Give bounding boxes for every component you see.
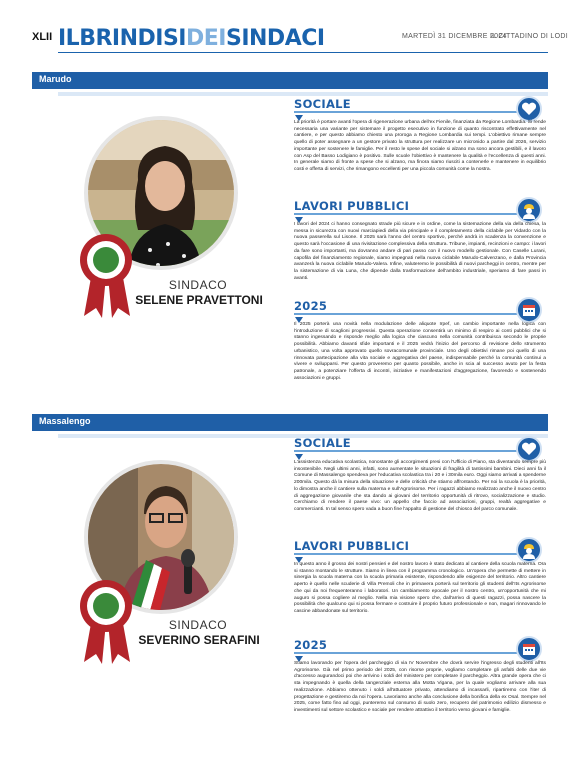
page-number: XLII [32, 31, 53, 43]
topic-header-2025 [294, 638, 524, 654]
masthead-rule [58, 52, 548, 53]
town-name: Massalengo [39, 416, 91, 426]
topic-rule [294, 450, 518, 452]
topic-rule [294, 652, 518, 654]
topic-header-2025 [294, 299, 524, 315]
band-shadow [58, 92, 548, 96]
worker-icon [516, 537, 542, 563]
calendar-icon [516, 636, 542, 662]
topic-body-text: Stiamo lavorando per l'opera del parcheggio di via IV Novembre che dovrà servire l'ingresso degli studenti all'Its Agrorisorse. Già nel primo periodo del 2025, con risorse proprie, vogliamo completare gli asfalti delle due vie d'accesso augurandoci poi che arrivino i soldi del ministero per completare il parcheggio. Altra grande opera che ci sta impegnando è quella della tangenziale esterna alla Motta Vigana, per la quale vogliamo arrivare alla sua realizzazione. Abbiamo ottenuto i soldi all'attuatore privato, attendiamo di incassarli, ripartiremo con l'iter di progettazione e gestiremo da noi l'opera. Lavoriamo anche alla conclusione della bonifica della ex Osal. Sempre nel 2025, come fatto fino ad oggi, punteremo sul consumo di suolo zero, recupero del patrimonio edilizio dismesso e investimenti sul settore scolastico e sociale per rendere attrattivo il territorio verso giovani e famiglie. [294, 661, 546, 713]
newspaper-section-title [58, 26, 325, 51]
town-band-marudo [32, 72, 548, 89]
masthead [0, 0, 580, 56]
title-part-2: DEI [186, 26, 226, 51]
topic-title: 2025 [294, 638, 328, 652]
topic-title: SOCIALE [294, 97, 351, 111]
mayor-name: SEVERINO SERAFINI [138, 633, 260, 647]
topic-title: 2025 [294, 299, 328, 313]
topic-body-text: In questo anno il grosso dei nostri pensieri e del nostro lavoro è stato dedicato al cantiere della scuola materna. Ora si stanno montando le strutture. Siamo in linea con il programma cronologico. Un'opera che permette di mettere in sinergia la scuola materna con la scuola primaria esistente, rispondendo alle esigenze del territorio. Altro cantiere aperto è quello nelle scuderie di Villa Premoli che in primavera porterà sul territorio gli studenti dell'Its Agrorisorse che qui da noi frequenteranno i laboratori. Un cambiamento epocale per il nostro centro, un'opportunità che mi auguro si possa cogliere al meglio. Nella mia visione spero che, dall'arrivo di questi ragazzi, possa nascere la possibilità che qualcuno qui si possa fermare e costruire il proprio futuro professionale e non, magari rinnovando le cascine abbandonate sul territorio. [294, 562, 546, 614]
topic-body-text: I lavori del 2024 ci hanno consegnato strade più sicure e in ordine, come la sistemazione della via della chiesa, la messa in sicurezza con nuovi marciapiedi della via principale e il completamento della ciclabile per Vidardo con la nuova passerella sul Lisone. Il 2025 sarà l'anno del centro sportivo, perché andrà in scadenza la convenzione e questo sarà l'occasione di una rivisitazione complessiva della struttura. Tribune, impianti, recinzioni e campo: i lavori da fare sono importanti, ma dovranno andare di pari passo con il nuovo modello gestionale. Con Caselle Lurani, capofila del finanziamento regionale, siamo impegnati nella nuova ciclabile Marudo-Calvenzano, e dalla Provincia avanzerà la nuova ciclabile Marudo-Valera. Infine, valuteremo le possibilità di nuovi parcheggi in centro, mentre per la sistemazione di via Luna, che dipende dalla trasformazione dell'ambito industriale, speriamo di fare passi in avanti. [294, 222, 546, 281]
calendar-icon [516, 297, 542, 323]
worker-icon [516, 197, 542, 223]
topic-rule [294, 213, 518, 215]
title-part-3: SINDACI [225, 26, 325, 51]
sindaco-label: SINDACO [168, 618, 228, 632]
topic-body-text: La priorità è portare avanti l'opera di rigenerazione urbana dell'ex Fienile, finanziata da Regione Lombardia. Si rende necessaria una variante per sistemare il progetto esecutivo in funzione di quanto riscontrato effettivamente nel cantiere, e per questo abbiamo chiesto una proroga a Regione Lombardia sui tempi. L'obiettivo rimane sempre quello di poter assegnare a un gestore privato la struttura per realizzare un micronido a partire dal 2026, servizio importante per sostenere le famiglie. Per il resto le spese del sociale si alzano ma sono ancora gestibili, e il lavoro con Asp del Basso Lodigiano è positivo. Sulle scuole l'obiettivo è mantenere la qualità e l'eccellenza di questi anni. In generale siamo di fronte a spese che si alzano, ma finora siamo riusciti a contenerle e mantenere in equilibrio costi e offerta di servizi, che rimangono eccellenti per una piccola comunità come la nostra. [294, 120, 546, 172]
sindaco-label: SINDACO [168, 278, 228, 292]
title-part-1: ILBRINDISI [58, 26, 186, 51]
topic-title: LAVORI PUBBLICI [294, 539, 410, 553]
issue-date: MARTEDÌ 31 DICEMBRE 2024 [402, 33, 507, 40]
topic-rule [294, 313, 518, 315]
topic-body-text: Il 2025 porterà una novità nella modulazione delle aliquote Irpef, un cambio importante nella logica con l'introduzione di scaglioni progressivi. Questa operazione consentirà un minimo di respiro ai conti pubblici che si stanno ingessando e risponde meglio alla logica che ciascuno nella comunità contribuisca secondo le proprie possibilità. Abbiamo davanti sfide importanti e il 2025 vedrà l'inizio del percorso di revisione dello strumento urbanistico, una volta approvato quello sovracomunale provinciale. Uno degli obiettivi rimane poi quello di una rinnovata partecipazione alla vita sociale e aggregativa del paese, indispensabile perché la comunità continui a vivere e svilupparsi. Per questo proveremo per quanto possibile, anche in scia al successo avuto per la festa patronale, a potenziare l'offerta di incontri, iniziative e manifestazioni d'aggregazione, favorendo e sostenendo associazioni e gruppi. [294, 322, 546, 381]
mayor-name: SELENE PRAVETTONI [135, 293, 263, 307]
topic-title: SOCIALE [294, 436, 351, 450]
publication-name: IL CITTADINO DI LODI [490, 33, 568, 40]
topic-header-sociale [294, 436, 524, 452]
heart-icon [516, 436, 542, 462]
town-name: Marudo [39, 74, 72, 84]
topic-header-sociale [294, 97, 524, 113]
topic-body-text: L'assistenza educativa scolastica, nonostante gli accorgimenti presi con l'Ufficio di Piano, sta diventando sempre più insostenibile. Negli ultimi anni, infatti, sono aumentate le situazioni di fragilità di tantissimi bambini. Dieci anni fa il Comune di Massalengo spendeva per l'educativa scolastica tra i 20 e i 30mila euro. Oggi siamo arrivati a spenderne 200mila. Questo dà la misura della situazione e delle criticità che stiamo affrontando. Per noi la scuola è la priorità, lo dimostra anche il cantiere sulla materna e sull'Agrorisorse. Per i ragazzi abbiamo realizzato anche il nuovo centro di aggregazione giovanile che sta dando ai giovani del territorio opportunità di ritrovo, socializzazione e studio. Cerchiamo di rendere il paese vivo: un appello che faccio ad associazioni, gruppi, realtà aggregative e commercianti. In tal senso spero vada a buon fine l'appalto di gestione del chiosco del parco comunale. [294, 460, 546, 512]
topic-title: LAVORI PUBBLICI [294, 199, 410, 213]
town-band-massalengo [32, 414, 548, 431]
topic-header-lavori-pubblici [294, 539, 524, 555]
topic-header-lavori-pubblici [294, 199, 524, 215]
topic-rule [294, 111, 518, 113]
topic-rule [294, 553, 518, 555]
heart-icon [516, 96, 542, 122]
